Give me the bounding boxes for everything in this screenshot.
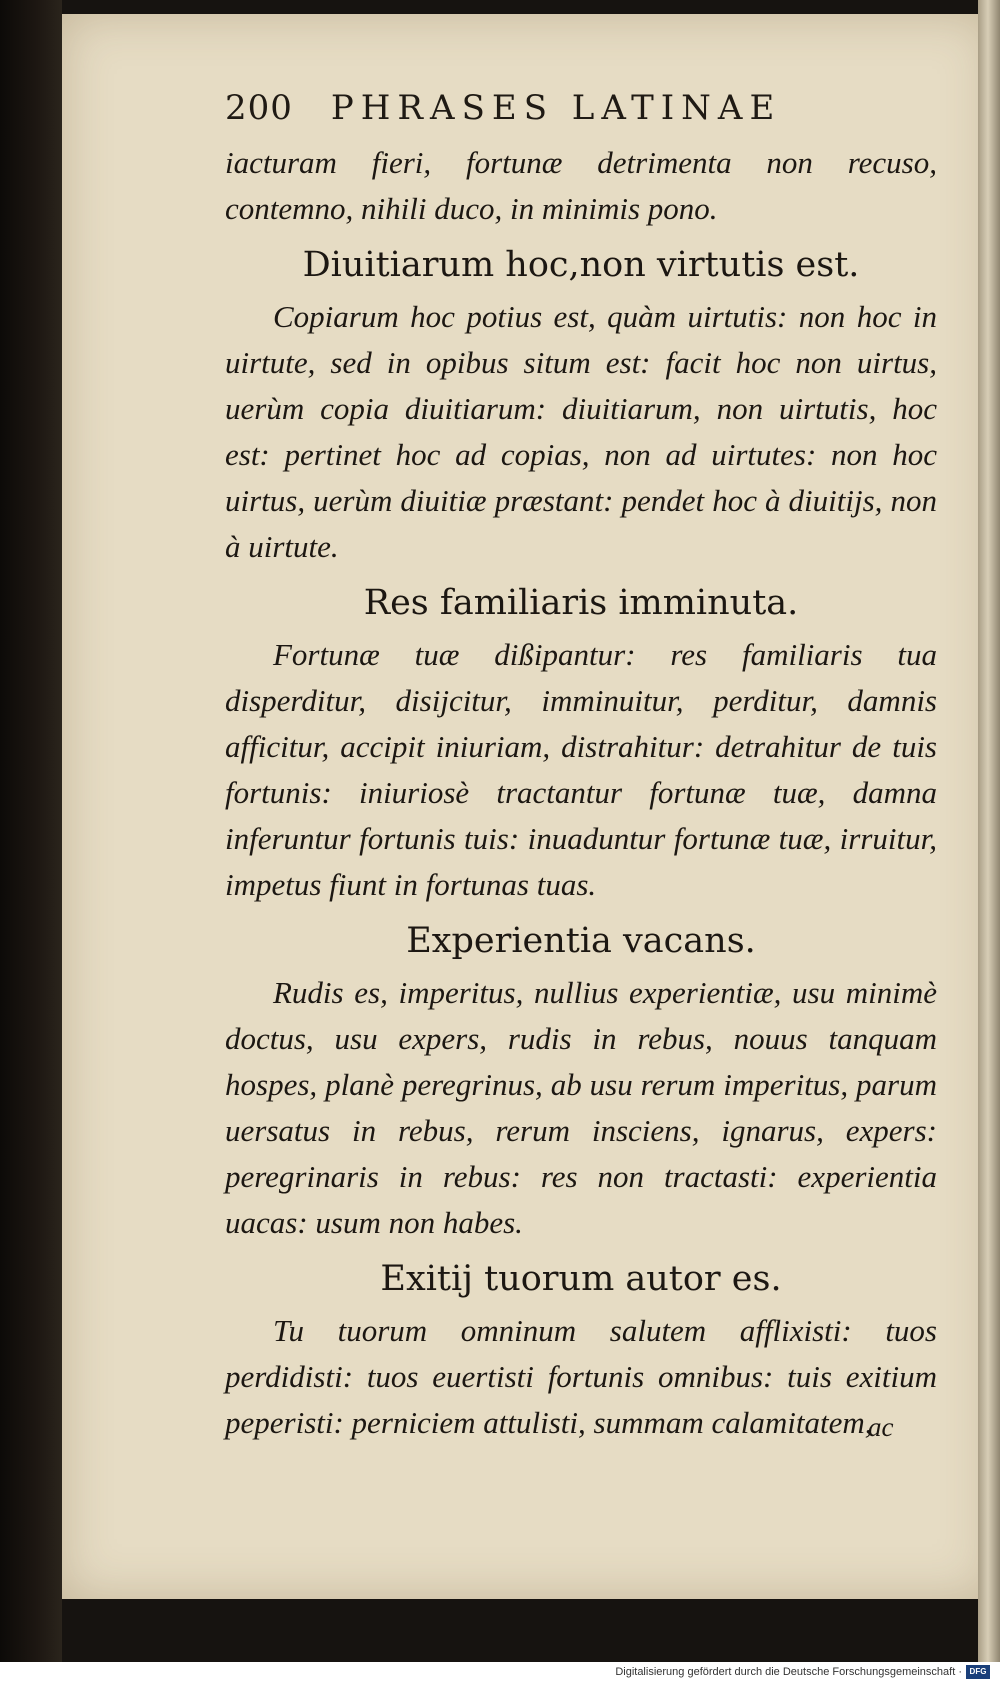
paragraph: Tu tuorum omninum salutem afflixisti: tuos perdidisti: tuos euertisti fortunis omnibus: tuis exitium peperisti: perniciem attulisti, summam calamitatem,	[225, 1313, 937, 1440]
page-edges	[978, 0, 1000, 1662]
funding-credit: Digitalisierung gefördert durch die Deutsche Forschungsgemeinschaft ·	[615, 1666, 962, 1678]
running-title: PHRASES LATINAE	[330, 88, 782, 128]
section-heading: Res familiaris imminuta.	[363, 583, 799, 623]
book-spine	[0, 0, 62, 1662]
section-heading: Diuitiarum hoc,non virtutis est.	[302, 245, 860, 285]
page-text	[225, 140, 937, 1446]
page-number: 200	[225, 88, 293, 128]
paragraph: Copiarum hoc potius est, quàm uirtutis: non hoc in uirtute, sed in opibus situm est: facit hoc non uirtus, uerùm copia diuitiarum: diuitiarum, non uirtutis, hoc est: pertinet hoc ad copias, non ad uirtutes: non hoc uirtus, uerùm diuitiæ præstant: pendet hoc à diuitijs, non à uirtute.	[225, 299, 937, 564]
catchword: ac	[868, 1412, 894, 1442]
dfg-logo-icon: DFG	[966, 1665, 990, 1679]
paragraph: Fortunæ tuæ dißipantur: res familiaris tua disperditur, disijcitur, imminuitur, perditur, damnis afficitur, accipit iniuriam, distrahitur: detrahitur de tuis fortunis: iniuriosè tractantur fortunæ tuæ, damna inferuntur fortunis tuis: inuaduntur fortunæ tuæ, irruitur, impetus fiunt in fortunas tuas.	[225, 637, 937, 902]
paragraph: iacturam fieri, fortunæ detrimenta non recuso, contemno, nihili duco, in minimis pono.	[225, 145, 937, 226]
paragraph: Rudis es, imperitus, nullius experientiæ, usu minimè doctus, usu expers, rudis in rebus, nouus tanquam hospes, planè peregrinus, ab usu rerum imperitus, parum uersatus in rebus, rerum insciens, ignarus, expers: peregrinaris in rebus: res non tractasti: experientia uacas: usum non habes.	[225, 975, 937, 1240]
section-heading: Exitij tuorum autor es.	[380, 1259, 782, 1299]
running-header	[225, 88, 865, 128]
section-heading: Experientia vacans.	[406, 921, 756, 961]
